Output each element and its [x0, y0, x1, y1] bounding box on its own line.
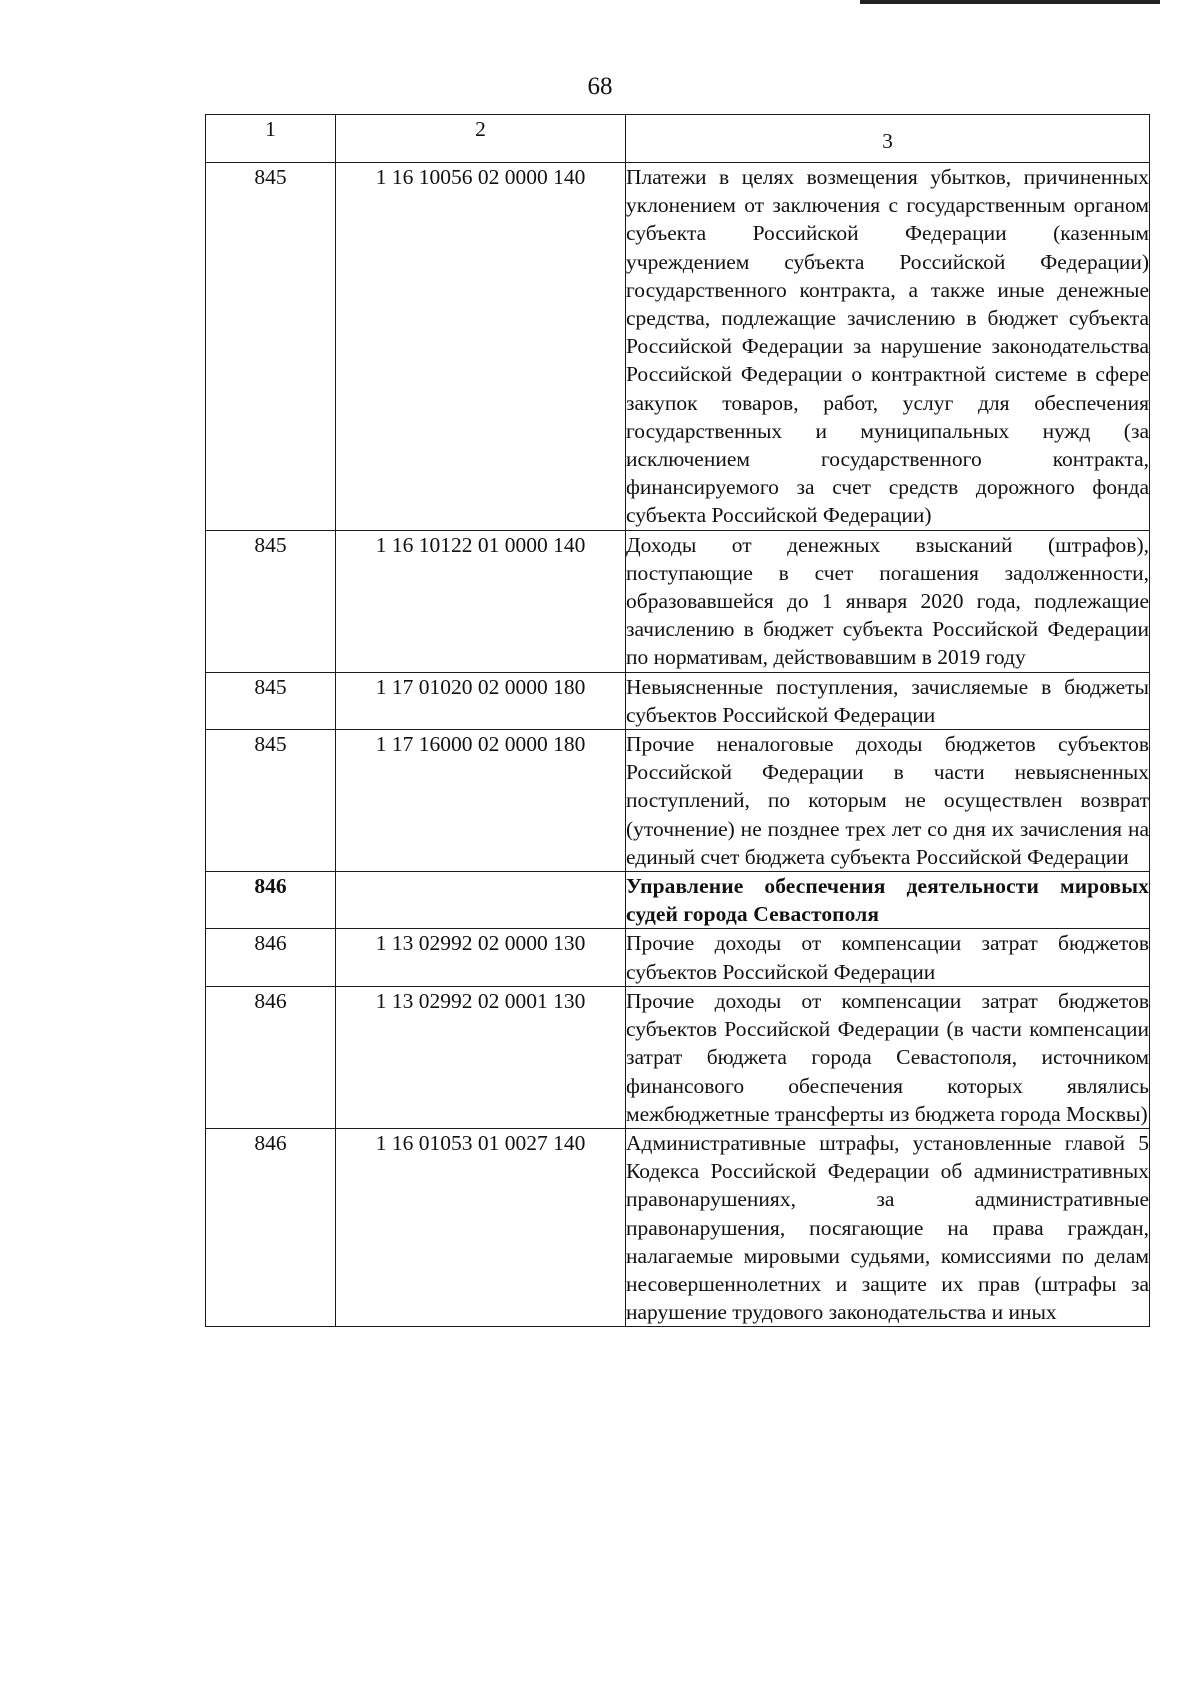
- table-row: [206, 672, 1150, 729]
- revenue-codes-table: [205, 114, 1150, 1327]
- budget-code-cell: 1 13 02992 02 0001 130: [336, 986, 626, 1128]
- description-cell: Прочие доходы от компенсации затрат бюджетов субъектов Российской Федерации (в части компенсации затрат бюджета города Севастополя, источником финансового обеспечения которых являлись межбюджетные трансферты из бюджета города Москвы): [626, 986, 1150, 1128]
- column-header-3: 3: [626, 115, 1150, 163]
- table-row: [206, 986, 1150, 1128]
- table-row: [206, 530, 1150, 672]
- column-header-2: 2: [336, 115, 626, 163]
- admin-code-cell: 846: [206, 1128, 336, 1326]
- description-cell: Платежи в целях возмещения убытков, причиненных уклонением от заключения с государственным органом субъекта Российской Федерации (казенным учреждением субъекта Российской Федерации) государственного контракта, а также иные денежные средства, подлежащие зачислению в бюджет субъекта Российской Федерации за нарушение законодательства Российской Федерации о контрактной системе в сфере закупок товаров, работ, услуг для обеспечения государственных и муниципальных нужд (за исключением государственного контракта, финансируемого за счет средств дорожного фонда субъекта Российской Федерации): [626, 163, 1150, 531]
- budget-code-cell: 1 16 10056 02 0000 140: [336, 163, 626, 531]
- section-heading-row: [206, 872, 1150, 929]
- admin-code-cell: 845: [206, 730, 336, 872]
- table-row: [206, 1128, 1150, 1326]
- section-heading-cell: Управление обеспечения деятельности мировых судей города Севастополя: [626, 872, 1150, 929]
- admin-code-cell: 846: [206, 929, 336, 986]
- budget-code-cell: 1 17 01020 02 0000 180: [336, 672, 626, 729]
- description-cell: Невыясненные поступления, зачисляемые в бюджеты субъектов Российской Федерации: [626, 672, 1150, 729]
- admin-code-cell: 846: [206, 872, 336, 929]
- budget-code-cell: 1 13 02992 02 0000 130: [336, 929, 626, 986]
- admin-code-cell: 845: [206, 672, 336, 729]
- description-cell: Прочие доходы от компенсации затрат бюджетов субъектов Российской Федерации: [626, 929, 1150, 986]
- description-cell: Доходы от денежных взысканий (штрафов), поступающие в счет погашения задолженности, образовавшейся до 1 января 2020 года, подлежащие зачислению в бюджет субъекта Российской Федерации по нормативам, действовавшим в 2019 году: [626, 530, 1150, 672]
- description-cell: Прочие неналоговые доходы бюджетов субъектов Российской Федерации в части невыясненных поступлений, по которым не осуществлен возврат (уточнение) не позднее трех лет со дня их зачисления на единый счет бюджета субъекта Российской Федерации: [626, 730, 1150, 872]
- admin-code-cell: 845: [206, 163, 336, 531]
- budget-code-cell: 1 16 01053 01 0027 140: [336, 1128, 626, 1326]
- table-row: [206, 730, 1150, 872]
- scan-edge-line: [860, 0, 1160, 4]
- budget-code-cell: 1 16 10122 01 0000 140: [336, 530, 626, 672]
- budget-code-cell: 1 17 16000 02 0000 180: [336, 730, 626, 872]
- admin-code-cell: 845: [206, 530, 336, 672]
- page-number: 68: [587, 73, 613, 100]
- table-header-row: [206, 115, 1150, 163]
- table-row: [206, 163, 1150, 531]
- column-header-1: 1: [206, 115, 336, 163]
- table-row: [206, 929, 1150, 986]
- admin-code-cell: 846: [206, 986, 336, 1128]
- description-cell: Административные штрафы, установленные главой 5 Кодекса Российской Федерации об административных правонарушениях, за административные правонарушения, посягающие на права граждан, налагаемые мировыми судьями, комиссиями по делам несовершеннолетних и защите их прав (штрафы за нарушение трудового законодательства и иных: [626, 1128, 1150, 1326]
- budget-code-cell: [336, 872, 626, 929]
